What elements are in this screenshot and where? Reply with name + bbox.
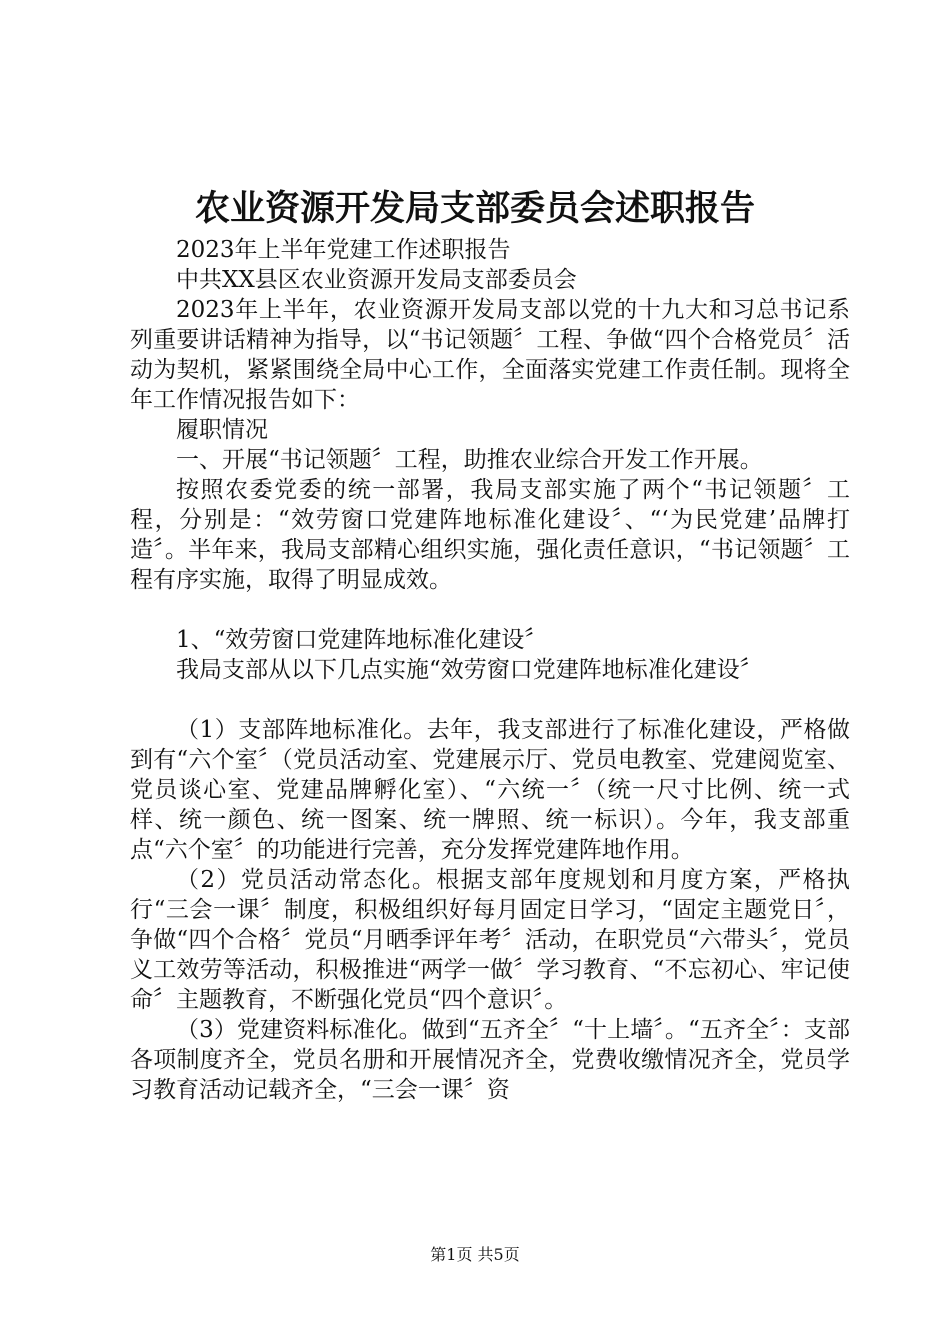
document-body [130, 235, 850, 1105]
paragraph-item-2: （2）党员活动常态化。根据支部年度规划和月度方案，严格执行“三会一课〞制度，积极组织好每月固定日学习，“固定主题党日〞，争做“四个合格〞党员“月晒季评年考〞活动，在职党员“六带头〞，党员义工效劳等活动，积极推进“两学一做〞学习教育、“不忘初心、牢记使命〞主题教育，不断强化党员“四个意识〞。 [130, 867, 850, 1013]
paragraph-intro: 2023年上半年，农业资源开发局支部以党的十九大和习总书记系列重要讲话精神为指导，以“书记领题〞工程、争做“四个合格党员〞活动为契机，紧紧围绕全局中心工作，全面落实党建工作责任制。现将全年工作情况报告如下： [130, 297, 850, 413]
paragraph-item-1: （1）支部阵地标准化。去年，我支部进行了标准化建设，严格做到有“六个室〞（党员活动室、党建展示厅、党员电教室、党建阅览室、党员谈心室、党建品牌孵化室）、“六统一〞（统一尺寸比例、统一式样、统一颜色、统一图案、统一牌照、统一标识）。今年，我支部重点“六个室〞的功能进行完善，充分发挥党建阵地作用。 [130, 717, 850, 863]
paragraph-subtitle: 2023年上半年党建工作述职报告 [176, 237, 511, 263]
paragraph-item-3: （3）党建资料标准化。做到“五齐全〞“十上墙〞。“五齐全〞：支部各项制度齐全，党员名册和开展情况齐全，党费收缴情况齐全，党员学习教育活动记载齐全，“三会一课〞资 [130, 1017, 850, 1103]
paragraph-subsection-one-body: 我局支部从以下几点实施“效劳窗口党建阵地标准化建设〞 [176, 657, 763, 683]
paragraph-section-one-body: 按照农委党委的统一部署，我局支部实施了两个“书记领题〞工程，分别是：“效劳窗口党建阵地标准化建设〞、“‘为民党建’品牌打造〞。半年来，我局支部精心组织实施，强化责任意识，“书记领题〞工程有序实施，取得了明显成效。 [130, 477, 850, 593]
paragraph-subsection-one: 1、“效劳窗口党建阵地标准化建设〞 [176, 627, 548, 653]
paragraph-organization: 中共XX县区农业资源开发局支部委员会 [176, 267, 577, 293]
paragraph-heading-duties: 履职情况 [176, 417, 268, 443]
paragraph-section-one: 一、开展“书记领题〞工程，助推农业综合开发工作开展。 [176, 447, 763, 473]
page-number: 第1页 共5页 [430, 1245, 520, 1264]
document-title: 农业资源开发局支部委员会述职报告 [194, 188, 755, 229]
